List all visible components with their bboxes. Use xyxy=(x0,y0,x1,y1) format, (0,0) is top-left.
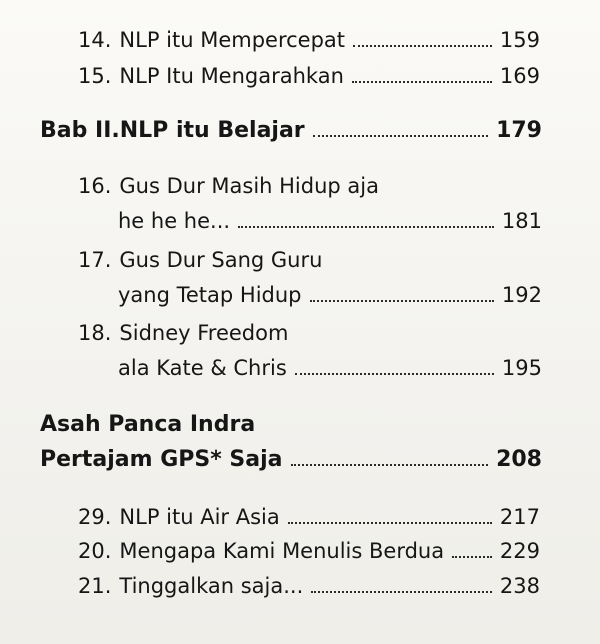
entry-title-cont: he he he... xyxy=(118,209,231,233)
entry-title-cont: yang Tetap Hidup xyxy=(118,283,302,307)
entry-page: 195 xyxy=(501,356,542,380)
chapter-page: 208 xyxy=(496,447,542,472)
toc-entry-18-line1 xyxy=(78,321,288,345)
toc-entry-17-line1 xyxy=(78,248,322,272)
entry-page: 217 xyxy=(499,505,540,529)
entry-title: Gus Dur Masih Hidup aja xyxy=(119,174,379,198)
entry-title: Gus Dur Sang Guru xyxy=(119,248,323,272)
toc-chapter-2 xyxy=(40,118,542,143)
dot-leader xyxy=(295,373,494,375)
dot-leader xyxy=(352,81,492,83)
toc-entry-20 xyxy=(78,539,540,563)
toc-entry-16-line1 xyxy=(78,174,379,198)
entry-page: 192 xyxy=(501,283,542,307)
dot-leader xyxy=(311,591,492,593)
entry-page: 229 xyxy=(499,539,540,563)
entry-page: 169 xyxy=(499,64,540,88)
entry-number: 14. xyxy=(78,28,112,52)
dot-leader xyxy=(313,135,488,137)
entry-number: 15. xyxy=(78,64,112,88)
dot-leader xyxy=(353,45,492,47)
dot-leader xyxy=(238,226,494,228)
entry-title: NLP itu Air Asia xyxy=(119,505,280,529)
chapter-title: Asah Panca Indra xyxy=(40,412,256,437)
dot-leader xyxy=(452,556,492,558)
entry-number: 21. xyxy=(78,574,112,598)
toc-chapter-3-line2 xyxy=(40,447,542,472)
chapter-title: Bab II.NLP itu Belajar xyxy=(40,118,305,143)
toc-entry-14 xyxy=(78,28,540,52)
toc-entry-16-line2 xyxy=(118,209,542,233)
chapter-page: 179 xyxy=(496,118,542,143)
entry-title: Tinggalkan saja... xyxy=(119,574,304,598)
entry-number: 20. xyxy=(78,539,112,563)
toc-entry-29 xyxy=(78,505,540,529)
dot-leader xyxy=(310,300,494,302)
entry-title: NLP Itu Mengarahkan xyxy=(119,64,344,88)
toc-entry-21 xyxy=(78,574,540,598)
entry-title-cont: ala Kate & Chris xyxy=(118,356,287,380)
entry-title: Sidney Freedom xyxy=(119,321,289,345)
toc-entry-18-line2 xyxy=(118,356,542,380)
toc-entry-15 xyxy=(78,64,540,88)
toc-chapter-3-line1 xyxy=(40,412,255,437)
dot-leader xyxy=(291,464,489,466)
entry-page: 181 xyxy=(501,209,542,233)
entry-page: 159 xyxy=(499,28,540,52)
chapter-title-cont: Pertajam GPS* Saja xyxy=(40,447,283,472)
entry-title: Mengapa Kami Menulis Berdua xyxy=(119,539,445,563)
toc-entry-17-line2 xyxy=(118,283,542,307)
entry-number: 17. xyxy=(78,248,112,272)
entry-title: NLP itu Mempercepat xyxy=(119,28,346,52)
entry-number: 16. xyxy=(78,174,112,198)
entry-number: 18. xyxy=(78,321,112,345)
entry-page: 238 xyxy=(499,574,540,598)
entry-number: 29. xyxy=(78,505,112,529)
dot-leader xyxy=(288,522,492,524)
